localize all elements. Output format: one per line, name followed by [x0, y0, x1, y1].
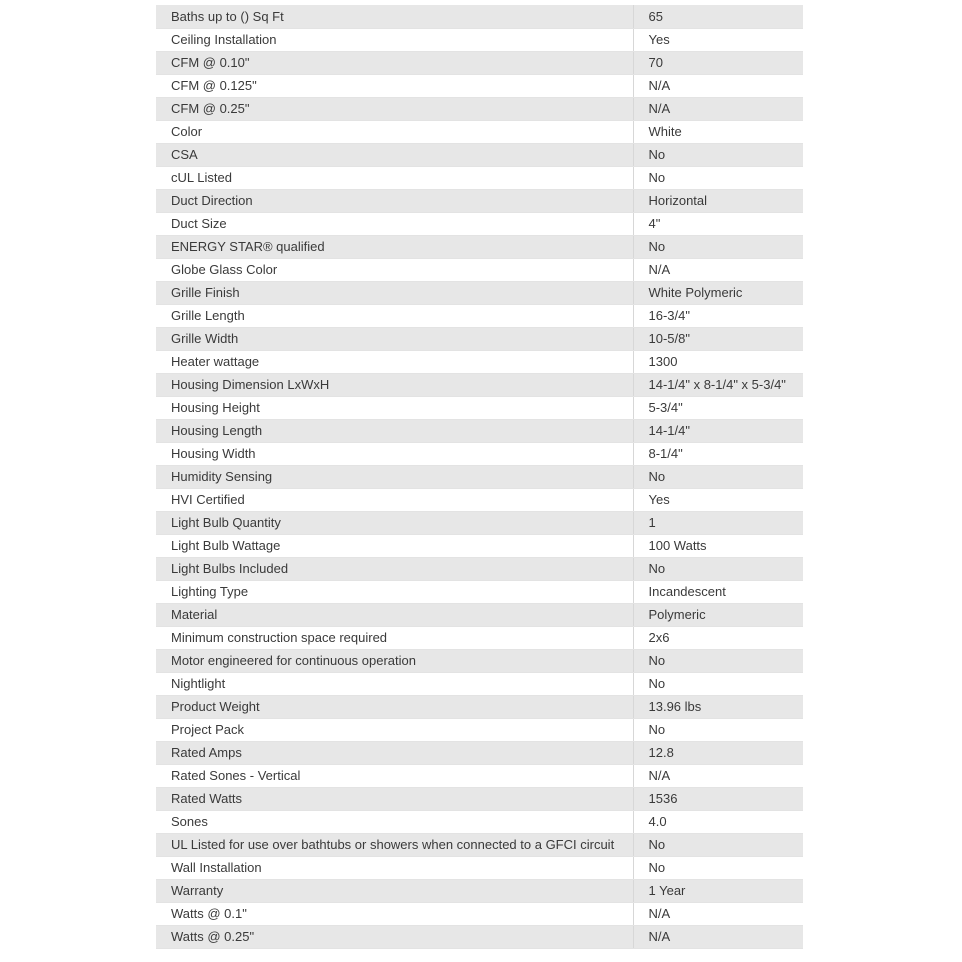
- spec-value-cell: Yes: [633, 488, 803, 511]
- spec-name-cell: Heater wattage: [156, 350, 633, 373]
- table-row: [156, 902, 803, 925]
- spec-value-cell: 13.96 lbs: [633, 695, 803, 718]
- spec-name-cell: Light Bulbs Included: [156, 557, 633, 580]
- spec-name-cell: Housing Dimension LxWxH: [156, 373, 633, 396]
- spec-name-cell: Rated Amps: [156, 741, 633, 764]
- spec-value-cell: N/A: [633, 764, 803, 787]
- table-row: [156, 764, 803, 787]
- table-row: [156, 626, 803, 649]
- spec-name-cell: Duct Direction: [156, 189, 633, 212]
- spec-value-cell: N/A: [633, 97, 803, 120]
- spec-name-cell: Housing Length: [156, 419, 633, 442]
- spec-value-cell: 4": [633, 212, 803, 235]
- table-row: [156, 120, 803, 143]
- table-row: [156, 925, 803, 948]
- spec-value-cell: 14-1/4" x 8-1/4" x 5-3/4": [633, 373, 803, 396]
- spec-name-cell: Material: [156, 603, 633, 626]
- spec-name-cell: CFM @ 0.125": [156, 74, 633, 97]
- spec-name-cell: Housing Width: [156, 442, 633, 465]
- spec-value-cell: 14-1/4": [633, 419, 803, 442]
- table-row: [156, 511, 803, 534]
- spec-value-cell: Incandescent: [633, 580, 803, 603]
- table-row: [156, 787, 803, 810]
- table-row: [156, 741, 803, 764]
- spec-name-cell: Motor engineered for continuous operation: [156, 649, 633, 672]
- table-row: [156, 442, 803, 465]
- spec-value-cell: No: [633, 718, 803, 741]
- table-row: [156, 419, 803, 442]
- spec-value-cell: 10-5/8": [633, 327, 803, 350]
- table-row: [156, 856, 803, 879]
- table-row: [156, 396, 803, 419]
- spec-value-cell: 100 Watts: [633, 534, 803, 557]
- spec-name-cell: Globe Glass Color: [156, 258, 633, 281]
- spec-name-cell: cUL Listed: [156, 166, 633, 189]
- table-row: [156, 5, 803, 28]
- spec-value-cell: White Polymeric: [633, 281, 803, 304]
- spec-value-cell: 1 Year: [633, 879, 803, 902]
- spec-value-cell: No: [633, 143, 803, 166]
- spec-value-cell: 1536: [633, 787, 803, 810]
- specifications-table: [156, 5, 803, 949]
- spec-name-cell: Lighting Type: [156, 580, 633, 603]
- spec-name-cell: Sones: [156, 810, 633, 833]
- spec-value-cell: 65: [633, 5, 803, 28]
- spec-value-cell: 2x6: [633, 626, 803, 649]
- spec-value-cell: Horizontal: [633, 189, 803, 212]
- spec-value-cell: No: [633, 672, 803, 695]
- table-row: [156, 281, 803, 304]
- spec-value-cell: 12.8: [633, 741, 803, 764]
- spec-name-cell: Duct Size: [156, 212, 633, 235]
- spec-name-cell: Watts @ 0.25": [156, 925, 633, 948]
- table-row: [156, 879, 803, 902]
- spec-name-cell: CFM @ 0.10": [156, 51, 633, 74]
- spec-value-cell: No: [633, 856, 803, 879]
- spec-name-cell: Minimum construction space required: [156, 626, 633, 649]
- spec-name-cell: Housing Height: [156, 396, 633, 419]
- specifications-table-body: [156, 5, 803, 948]
- spec-name-cell: Baths up to () Sq Ft: [156, 5, 633, 28]
- table-row: [156, 235, 803, 258]
- spec-value-cell: No: [633, 235, 803, 258]
- spec-name-cell: Grille Finish: [156, 281, 633, 304]
- spec-name-cell: CFM @ 0.25": [156, 97, 633, 120]
- spec-value-cell: 4.0: [633, 810, 803, 833]
- spec-value-cell: No: [633, 557, 803, 580]
- table-row: [156, 97, 803, 120]
- table-row: [156, 695, 803, 718]
- table-row: [156, 557, 803, 580]
- spec-name-cell: HVI Certified: [156, 488, 633, 511]
- spec-value-cell: No: [633, 649, 803, 672]
- spec-name-cell: Light Bulb Quantity: [156, 511, 633, 534]
- table-row: [156, 143, 803, 166]
- spec-name-cell: CSA: [156, 143, 633, 166]
- table-row: [156, 258, 803, 281]
- spec-value-cell: N/A: [633, 258, 803, 281]
- table-row: [156, 603, 803, 626]
- table-row: [156, 350, 803, 373]
- spec-name-cell: Light Bulb Wattage: [156, 534, 633, 557]
- spec-name-cell: Color: [156, 120, 633, 143]
- spec-name-cell: Ceiling Installation: [156, 28, 633, 51]
- table-row: [156, 580, 803, 603]
- table-row: [156, 672, 803, 695]
- spec-value-cell: 16-3/4": [633, 304, 803, 327]
- spec-value-cell: White: [633, 120, 803, 143]
- table-row: [156, 373, 803, 396]
- spec-value-cell: 5-3/4": [633, 396, 803, 419]
- spec-name-cell: Watts @ 0.1": [156, 902, 633, 925]
- table-row: [156, 465, 803, 488]
- spec-value-cell: No: [633, 833, 803, 856]
- spec-name-cell: Project Pack: [156, 718, 633, 741]
- table-row: [156, 28, 803, 51]
- spec-name-cell: ENERGY STAR® qualified: [156, 235, 633, 258]
- spec-name-cell: Wall Installation: [156, 856, 633, 879]
- table-row: [156, 810, 803, 833]
- spec-value-cell: N/A: [633, 925, 803, 948]
- table-row: [156, 649, 803, 672]
- spec-value-cell: Yes: [633, 28, 803, 51]
- spec-value-cell: No: [633, 166, 803, 189]
- table-row: [156, 212, 803, 235]
- specifications-panel: [156, 5, 803, 949]
- spec-name-cell: Nightlight: [156, 672, 633, 695]
- table-row: [156, 51, 803, 74]
- table-row: [156, 534, 803, 557]
- spec-value-cell: 1300: [633, 350, 803, 373]
- spec-name-cell: Rated Sones - Vertical: [156, 764, 633, 787]
- spec-value-cell: N/A: [633, 74, 803, 97]
- spec-name-cell: UL Listed for use over bathtubs or showers when connected to a GFCI circuit: [156, 833, 633, 856]
- spec-value-cell: 70: [633, 51, 803, 74]
- table-row: [156, 304, 803, 327]
- spec-value-cell: 8-1/4": [633, 442, 803, 465]
- table-row: [156, 833, 803, 856]
- spec-name-cell: Rated Watts: [156, 787, 633, 810]
- spec-value-cell: 1: [633, 511, 803, 534]
- table-row: [156, 74, 803, 97]
- spec-name-cell: Humidity Sensing: [156, 465, 633, 488]
- table-row: [156, 718, 803, 741]
- spec-name-cell: Grille Width: [156, 327, 633, 350]
- spec-value-cell: No: [633, 465, 803, 488]
- table-row: [156, 166, 803, 189]
- spec-name-cell: Warranty: [156, 879, 633, 902]
- table-row: [156, 488, 803, 511]
- table-row: [156, 189, 803, 212]
- table-row: [156, 327, 803, 350]
- spec-value-cell: Polymeric: [633, 603, 803, 626]
- spec-name-cell: Grille Length: [156, 304, 633, 327]
- spec-value-cell: N/A: [633, 902, 803, 925]
- spec-name-cell: Product Weight: [156, 695, 633, 718]
